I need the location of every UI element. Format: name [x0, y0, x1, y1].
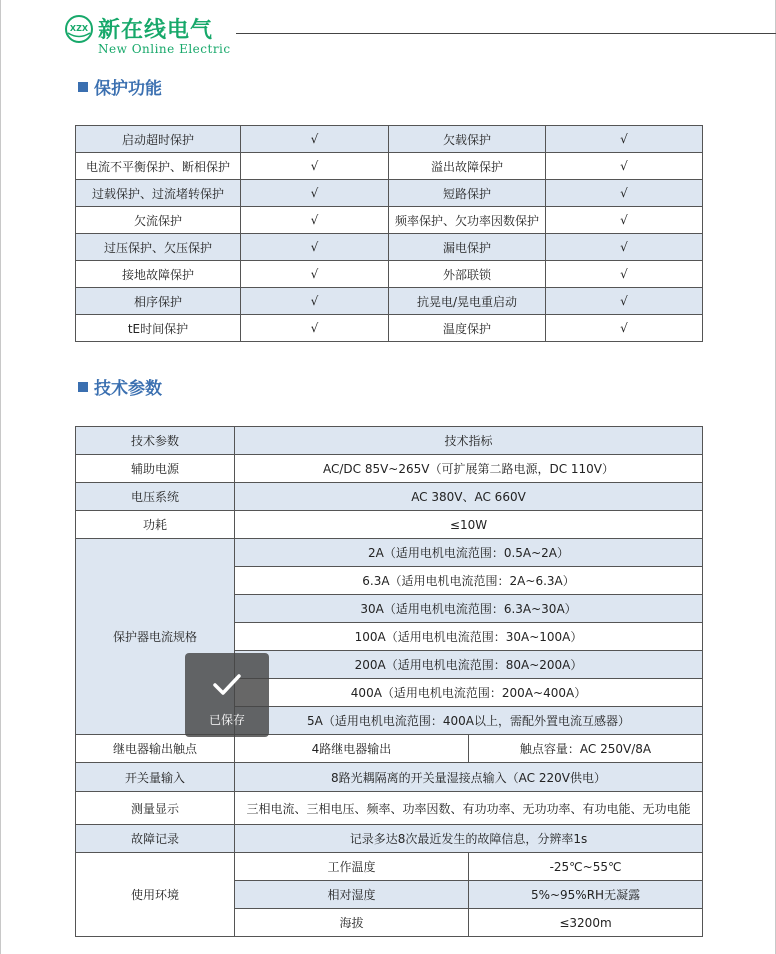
relay-label: 继电器输出触点 — [76, 735, 235, 763]
protection-item-left: 接地故障保护 — [76, 261, 241, 288]
section-bullet-icon — [78, 382, 88, 392]
protection-table — [75, 125, 703, 342]
protection-item-left: tE时间保护 — [76, 315, 241, 342]
section-title-tech — [78, 374, 162, 399]
page-border-left — [0, 0, 1, 954]
protection-item-left: 电流不平衡保护、断相保护 — [76, 153, 241, 180]
environment-row-value: ≤3200m — [469, 909, 703, 937]
table-row — [76, 261, 703, 288]
protection-check-right: √ — [546, 234, 703, 261]
brand-name-en: New Online Electric — [98, 42, 231, 56]
table-row — [76, 207, 703, 234]
protection-check-left: √ — [241, 126, 389, 153]
current-spec-item: 100A（适用电机电流范围：30A~100A） — [235, 623, 703, 651]
protection-item-right: 频率保护、欠功率因数保护 — [389, 207, 546, 234]
protection-check-right: √ — [546, 261, 703, 288]
header-spec: 技术指标 — [235, 427, 703, 455]
check-icon — [209, 667, 245, 703]
environment-row-name: 工作温度 — [235, 853, 469, 881]
measurement-value: 三相电流、三相电压、频率、功率因数、有功功率、无功功率、有功电能、无功电能 — [235, 792, 703, 825]
protection-check-left: √ — [241, 261, 389, 288]
protection-check-right: √ — [546, 180, 703, 207]
relay-right-value: 触点容量：AC 250V/8A — [469, 735, 703, 763]
protection-item-right: 外部联锁 — [389, 261, 546, 288]
table-row — [76, 126, 703, 153]
current-spec-item: 6.3A（适用电机电流范围：2A~6.3A） — [235, 567, 703, 595]
switch-input-label: 开关量输入 — [76, 763, 235, 792]
environment-row-name: 相对湿度 — [235, 881, 469, 909]
environment-row-name: 海拔 — [235, 909, 469, 937]
environment-row-value: -25℃~55℃ — [469, 853, 703, 881]
header-rule — [236, 33, 776, 34]
current-spec-item: 200A（适用电机电流范围：80A~200A） — [235, 651, 703, 679]
protection-check-left: √ — [241, 315, 389, 342]
saved-toast-label: 已保存 — [208, 713, 245, 727]
protection-check-right: √ — [546, 153, 703, 180]
protection-item-left: 过压保护、欠压保护 — [76, 234, 241, 261]
aux-power-value: AC/DC 85V~265V（可扩展第二路电源，DC 110V） — [235, 455, 703, 483]
voltage-system-label: 电压系统 — [76, 483, 235, 511]
protection-check-left: √ — [241, 288, 389, 315]
measurement-label: 测量显示 — [76, 792, 235, 825]
protection-check-right: √ — [546, 207, 703, 234]
switch-input-value: 8路光耦隔离的开关量湿接点输入（AC 220V供电） — [235, 763, 703, 792]
section-title-text: 技术参数 — [94, 379, 162, 399]
protection-item-left: 相序保护 — [76, 288, 241, 315]
brand-mark-icon — [64, 14, 94, 44]
current-spec-item: 400A（适用电机电流范围：200A~400A） — [235, 679, 703, 707]
current-spec-item: 2A（适用电机电流范围：0.5A~2A） — [235, 539, 703, 567]
protection-check-left: √ — [241, 180, 389, 207]
protection-check-right: √ — [546, 126, 703, 153]
current-spec-label: 保护器电流规格 — [76, 539, 235, 735]
protection-item-left: 过载保护、过流堵转保护 — [76, 180, 241, 207]
section-bullet-icon — [78, 82, 88, 92]
table-row — [76, 288, 703, 315]
relay-left-value: 4路继电器输出 — [235, 735, 469, 763]
protection-check-right: √ — [546, 288, 703, 315]
fault-record-value: 记录多达8次最近发生的故障信息，分辨率1s — [235, 825, 703, 853]
current-spec-item: 30A（适用电机电流范围：6.3A~30A） — [235, 595, 703, 623]
protection-check-left: √ — [241, 153, 389, 180]
tech-params-table — [75, 426, 703, 937]
brand-name-cn: 新在线电气 — [98, 18, 214, 43]
section-title-protection — [78, 74, 162, 99]
brand-mark-text: XZX — [69, 24, 89, 33]
table-row — [76, 153, 703, 180]
table-row — [76, 180, 703, 207]
section-title-text: 保护功能 — [94, 79, 162, 99]
power-consumption-label: 功耗 — [76, 511, 235, 539]
voltage-system-value: AC 380V、AC 660V — [235, 483, 703, 511]
aux-power-label: 辅助电源 — [76, 455, 235, 483]
power-consumption-value: ≤10W — [235, 511, 703, 539]
protection-item-right: 漏电保护 — [389, 234, 546, 261]
protection-item-right: 温度保护 — [389, 315, 546, 342]
table-row — [76, 234, 703, 261]
header-param: 技术参数 — [76, 427, 235, 455]
protection-check-left: √ — [241, 207, 389, 234]
protection-check-left: √ — [241, 234, 389, 261]
environment-label: 使用环境 — [76, 853, 235, 937]
protection-item-left: 启动超时保护 — [76, 126, 241, 153]
environment-row-value: 5%~95%RH无凝露 — [469, 881, 703, 909]
saved-toast — [185, 653, 269, 737]
table-row — [76, 315, 703, 342]
protection-item-right: 抗晃电/晃电重启动 — [389, 288, 546, 315]
protection-check-right: √ — [546, 315, 703, 342]
protection-item-left: 欠流保护 — [76, 207, 241, 234]
current-spec-item: 5A（适用电机电流范围：400A以上，需配外置电流互感器） — [235, 707, 703, 735]
protection-item-right: 溢出故障保护 — [389, 153, 546, 180]
protection-item-right: 欠载保护 — [389, 126, 546, 153]
fault-record-label: 故障记录 — [76, 825, 235, 853]
protection-item-right: 短路保护 — [389, 180, 546, 207]
